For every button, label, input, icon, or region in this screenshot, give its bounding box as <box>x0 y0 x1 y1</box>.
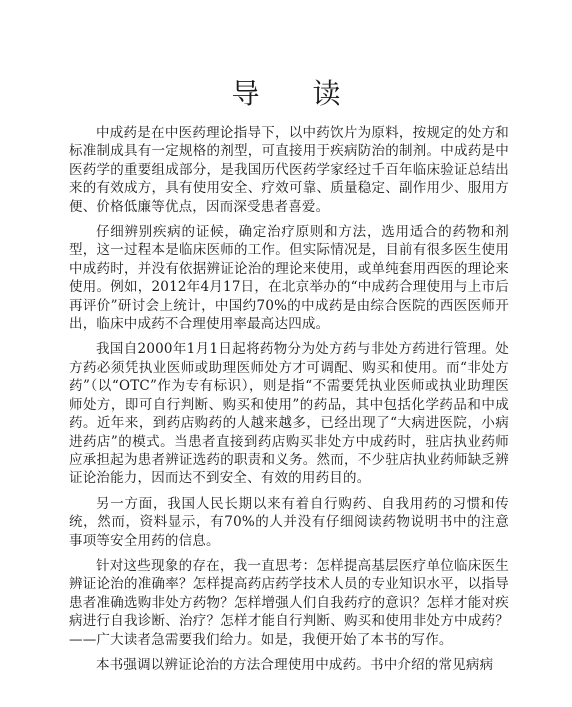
paragraph-3: 我国自2000年1月1日起将药物分为处方药与非处方药进行管理。处方药必须凭执业医师或助理医师处方才可调配、购买和使用。而“非处方药”（以“OTC”作为专有标识），则是指“不需要凭执业医师或执业助理医师处方，即可自行判断、购买和使用”的药品，其中包括化学药品和中成药。近年来，到药店购药的人越来越多，已经出现了“大病进医院，小病进药店”的模式。当患者直接到药店购买非处方中成药时，驻店执业药师应承担起为患者辨证选药的职责和义务。然而，不少驻店执业药师缺乏辨证论治能力，因而达不到安全、有效的用药目的。 <box>69 341 509 487</box>
paragraph-6: 本书强调以辨证论治的方法合理使用中成药。书中介绍的常见病病 <box>96 656 494 673</box>
paragraph-1: 中成药是在中医药理论指导下，以中药饮片为原料，按规定的处方和标准制成具有一定规格的剂型，可直接用于疾病防治的制剂。中成药是中医药学的重要组成部分，是我国历代医药学家经过千百年临床验证总结出来的有效成方，具有使用安全、疗效可靠、质量稳定、副作用少、服用方便、价格低廉等优点，因而深受患者喜爱。 <box>69 125 509 215</box>
page-title: 导 读 <box>231 77 363 110</box>
paragraph-2: 仔细辨别疾病的证候，确定治疗原则和方法，选用适合的药物和剂型，这一过程本是临床医师的工作。但实际情况是，目前有很多医生使用中成药时，并没有依据辨证论治的理论来使用，或单纯套用西医的理论来使用。例如，2012年4月17日，在北京举办的“中成药合理使用与上市后再评价”研讨会上统计，中国约70%的中成药是由综合医院的西医医师开出，临床中成药不合理使用率最高达四成。 <box>69 224 509 333</box>
paragraph-5: 针对这些现象的存在，我一直思考：怎样提高基层医疗单位临床医生辨证论治的准确率？怎样提高药店药学技术人员的专业知识水平，以指导患者准确选购非处方药物？怎样增强人们自我药疗的意识？怎样才能对疾病进行自我诊断、治疗？怎样才能自行判断、购买和使用非处方中成药？——广大读者急需要我们给力。如是，我便开始了本书的写作。 <box>69 557 509 648</box>
paragraph-4: 另一方面，我国人民长期以来有着自行购药、自我用药的习惯和传统，然而，资料显示，有70%的人并没有仔细阅读药物说明书中的注意事项等安全用药的信息。 <box>69 495 509 549</box>
document-body <box>69 124 509 681</box>
